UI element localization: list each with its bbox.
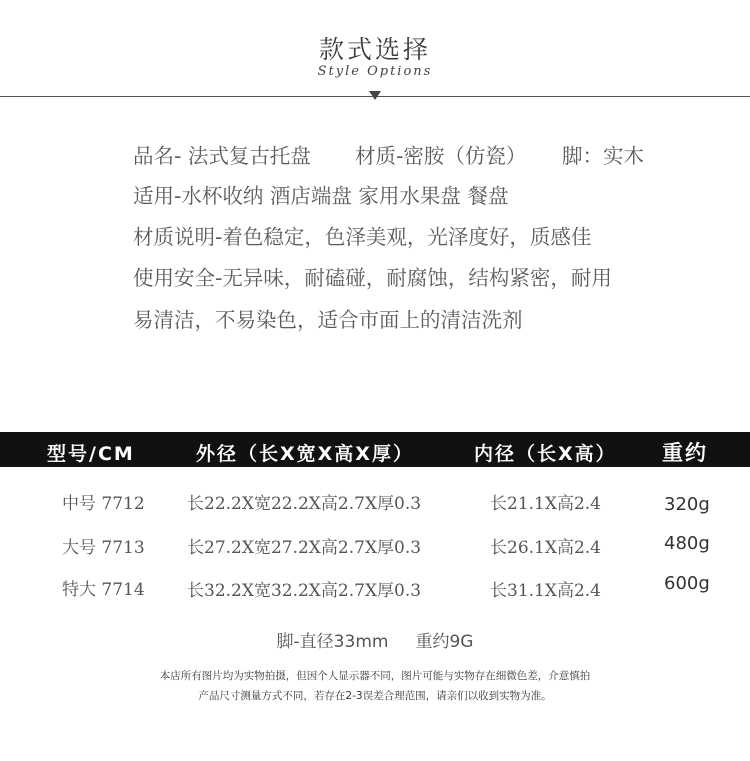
product-material: 材质-密胺（仿瓷） xyxy=(355,144,527,168)
section-subtitle: Style Options xyxy=(317,64,433,79)
desc-line-5: 易清洁，不易染色，适合市面上的清洁洗剂 xyxy=(133,308,523,332)
row-outer: 长22.2X宽22.2X高2.7X厚0.3 xyxy=(187,494,422,514)
row-inner: 长31.1X高2.4 xyxy=(490,581,601,601)
row-weight: 600g xyxy=(664,573,710,594)
product-name: 品名- 法式复古托盘 xyxy=(133,144,311,168)
section-title: 款式选择 xyxy=(318,35,431,64)
desc-line-3: 材质说明-着色稳定，色泽美观，光泽度好，质感佳 xyxy=(133,225,592,249)
row-outer: 长27.2X宽27.2X高2.7X厚0.3 xyxy=(187,538,422,558)
row-weight: 480g xyxy=(664,533,710,554)
disclaimer-line-1: 本店所有图片均为实物拍摄，但因个人显示器不同，图片可能与实物存在细微色差，介意慎拍 xyxy=(159,670,591,682)
row-inner: 长21.1X高2.4 xyxy=(490,494,601,514)
row-model: 大号 7713 xyxy=(62,538,145,558)
header-weight: 重约 xyxy=(662,441,708,465)
product-feet: 脚：实木 xyxy=(562,144,644,168)
header-outer: 外径（长X宽X高X厚） xyxy=(196,443,414,465)
desc-line-2: 适用-水杯收纳 酒店端盘 家用水果盘 餐盘 xyxy=(133,184,509,208)
desc-line-4: 使用安全-无异味，耐磕碰，耐腐蚀，结构紧密，耐用 xyxy=(133,266,612,290)
header-model: 型号/CM xyxy=(47,443,135,465)
row-outer: 长32.2X宽32.2X高2.7X厚0.3 xyxy=(187,581,422,601)
header-inner: 内径（长X高） xyxy=(474,443,617,465)
disclaimer-line-2: 产品尺寸测量方式不同，若存在2-3误差合理范围，请亲们以收到实物为准。 xyxy=(198,690,552,702)
row-model: 特大 7714 xyxy=(62,580,145,600)
row-weight: 320g xyxy=(664,494,710,515)
foot-spec: 脚-直径33mm 重约9G xyxy=(276,632,474,652)
row-inner: 长26.1X高2.4 xyxy=(490,538,601,558)
row-model: 中号 7712 xyxy=(62,494,145,514)
